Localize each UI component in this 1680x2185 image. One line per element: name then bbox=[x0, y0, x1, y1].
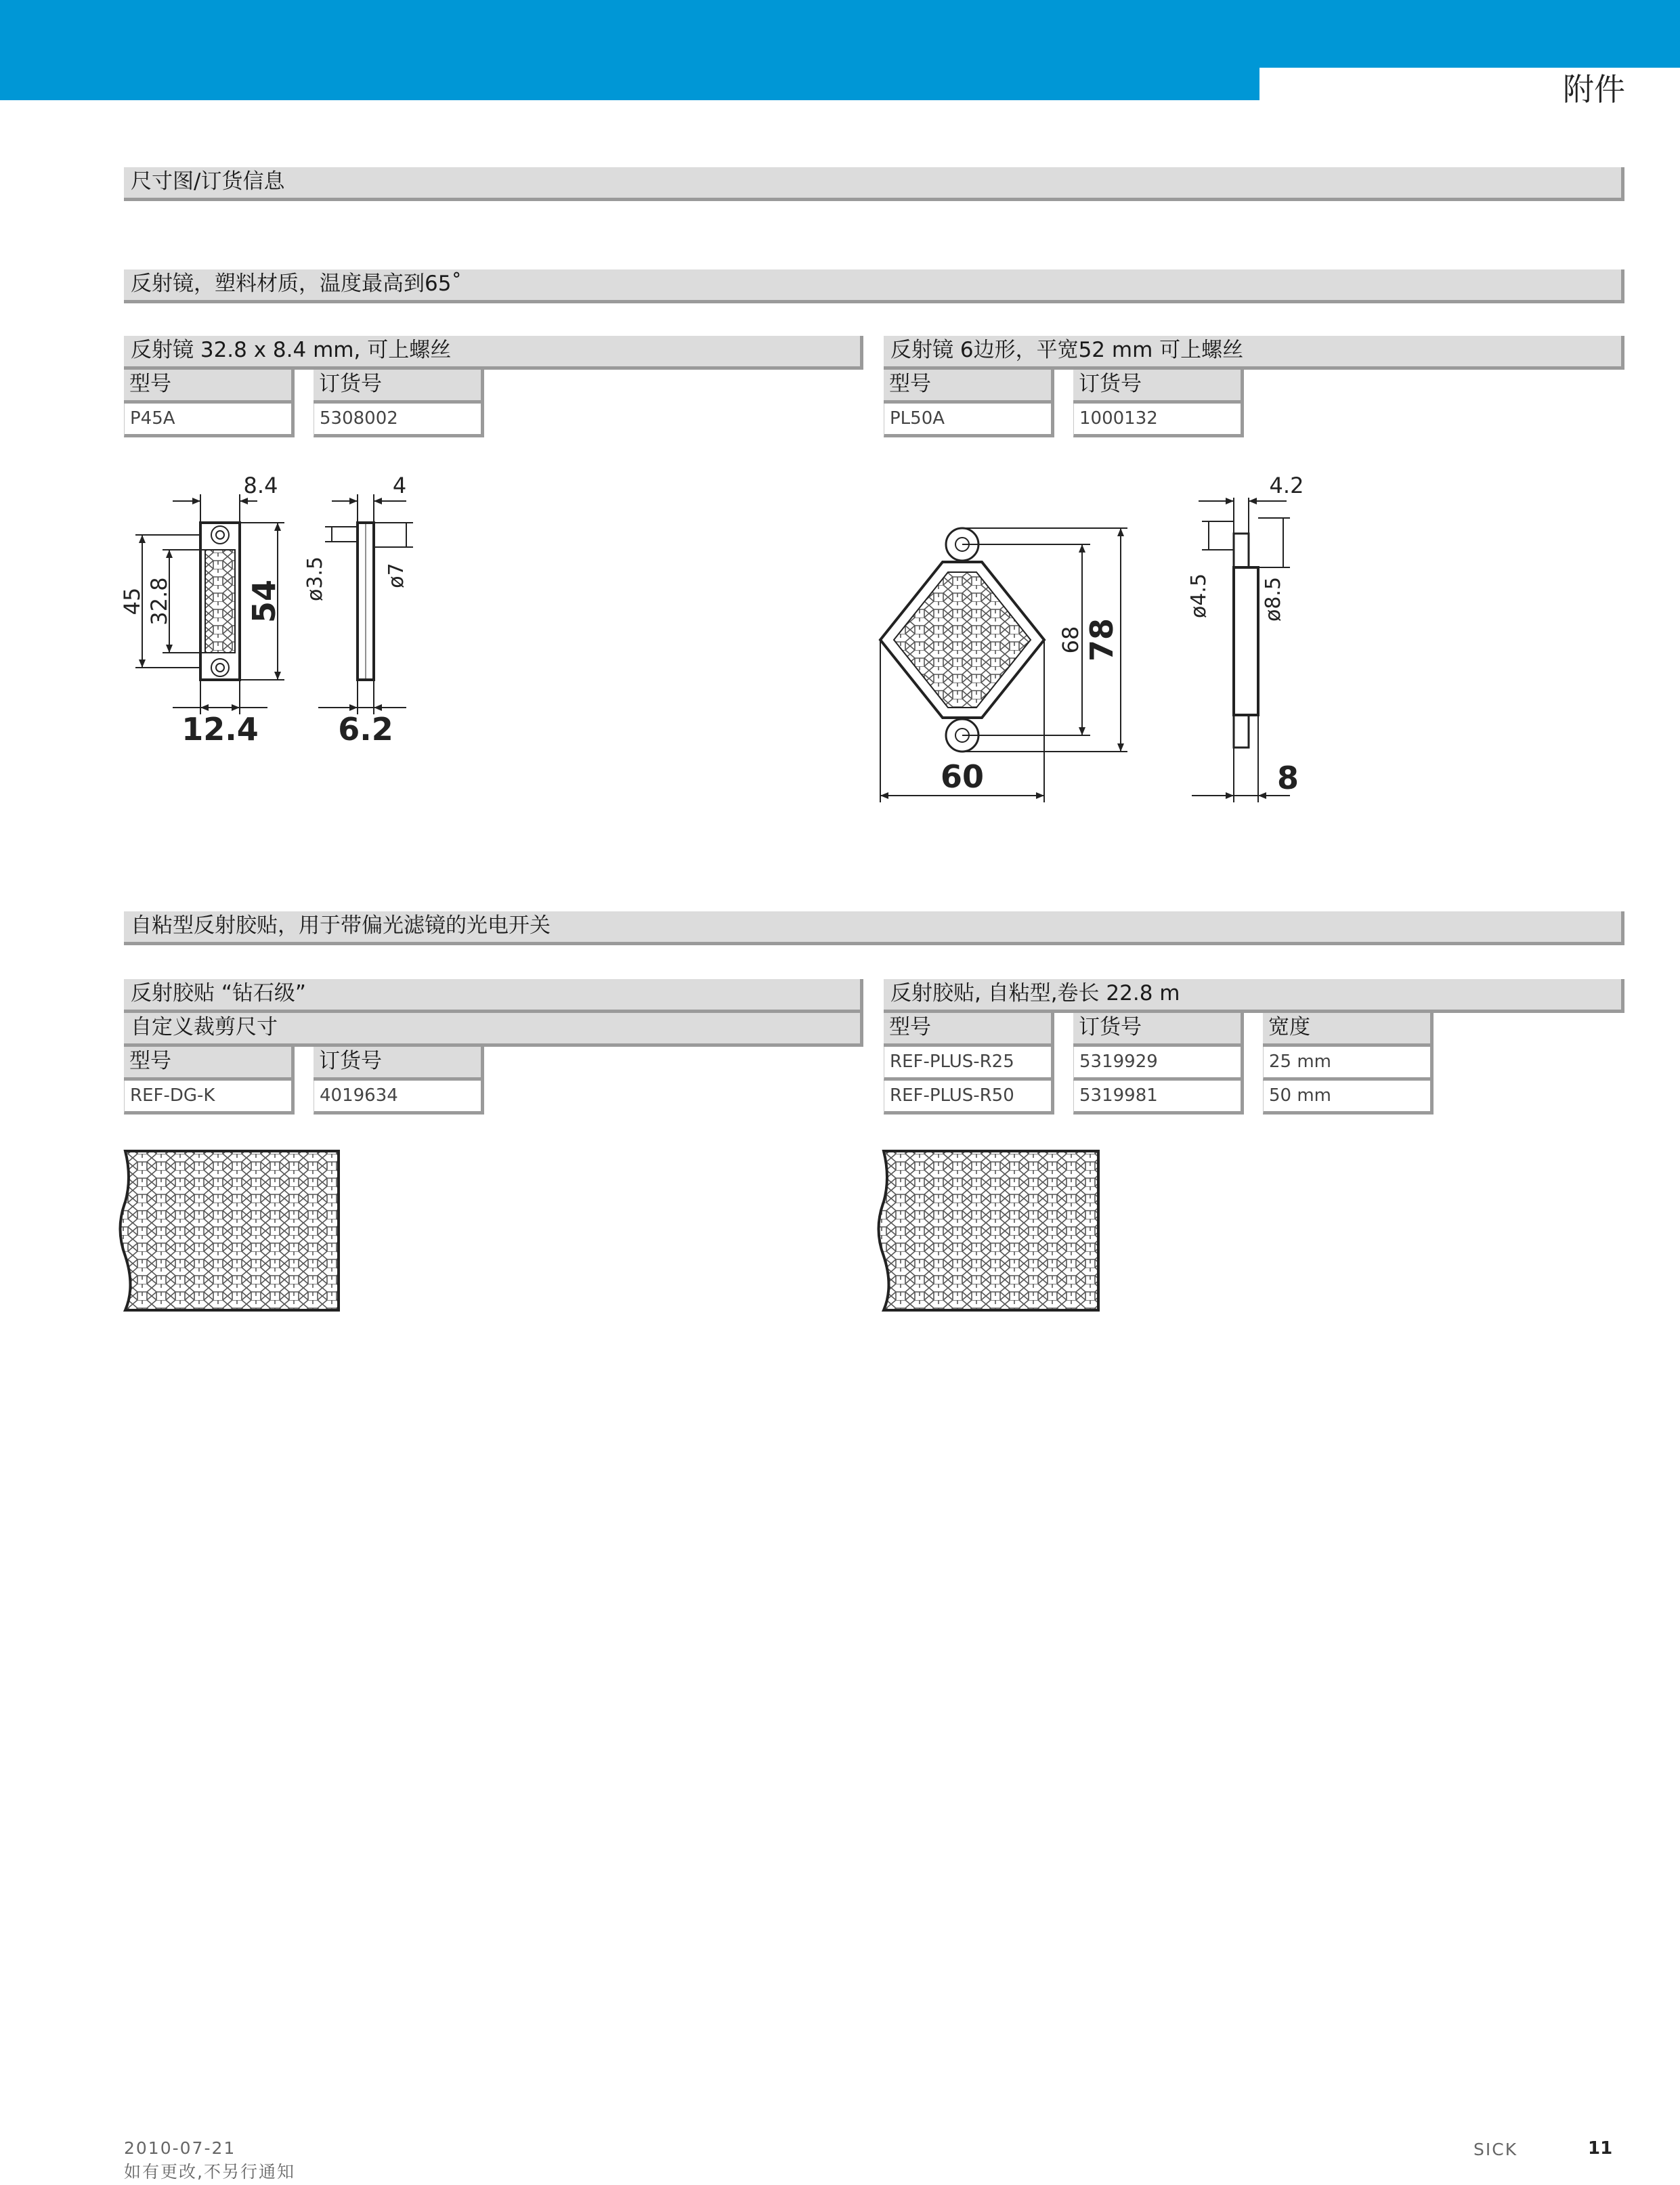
pl50a-front-view bbox=[880, 528, 1127, 802]
footer-brand: SICK bbox=[1473, 2140, 1518, 2159]
p45a-dim-width: 12.4 bbox=[181, 711, 259, 748]
section-reflectors: 反射镜，塑料材质，温度最高到65˚ bbox=[124, 269, 1624, 303]
p45a-col-order: 订货号 bbox=[314, 370, 484, 404]
pl50a-dim-hole-small: ø4.5 bbox=[1187, 573, 1211, 619]
p45a-dim-hole-small: ø3.5 bbox=[303, 556, 327, 602]
pl50a-dim-hole-pitch: 68 bbox=[1058, 626, 1083, 654]
footer-date: 2010-07-21 bbox=[124, 2138, 236, 2158]
pl50a-type: PL50A bbox=[884, 404, 1054, 437]
p45a-heading: 反射镜 32.8 x 8.4 mm, 可上螺丝 bbox=[124, 336, 863, 370]
tape-roll-heading: 反射胶贴, 自粘型,卷长 22.8 m bbox=[884, 979, 1624, 1013]
p45a-dim-side-width: 4 bbox=[392, 473, 407, 498]
section-dimensions-order: 尺寸图/订货信息 bbox=[124, 167, 1624, 201]
pl50a-col-order: 订货号 bbox=[1073, 370, 1244, 404]
table-row-width: 25 mm bbox=[1263, 1047, 1434, 1081]
pl50a-heading: 反射镜 6边形，平宽52 mm 可上螺丝 bbox=[884, 336, 1624, 370]
p45a-dim-depth: 6.2 bbox=[338, 711, 393, 748]
p45a-dim-height: 54 bbox=[246, 579, 282, 624]
tape-roll-col-width: 宽度 bbox=[1263, 1013, 1434, 1047]
section-tapes: 自粘型反射胶贴，用于带偏光滤镜的光电开关 bbox=[124, 911, 1624, 945]
tape-diamond-subheading: 自定义裁剪尺寸 bbox=[124, 1013, 863, 1047]
p45a-side-view bbox=[318, 494, 413, 714]
table-row-order-no: 5319981 bbox=[1073, 1081, 1244, 1115]
p45a-dim-hole-large: ø7 bbox=[385, 563, 408, 588]
pl50a-dim-height: 78 bbox=[1083, 618, 1120, 662]
table-row-order-no: 5319929 bbox=[1073, 1047, 1244, 1081]
pl50a-col-type: 型号 bbox=[884, 370, 1054, 404]
tape-swatch-roll bbox=[879, 1151, 1099, 1310]
tape-roll-col-order: 订货号 bbox=[1073, 1013, 1244, 1047]
p45a-dim-top-width: 8.4 bbox=[243, 473, 278, 498]
pl50a-dim-width: 60 bbox=[940, 758, 985, 795]
tape-diamond-order-no: 4019634 bbox=[314, 1081, 484, 1115]
table-row-type: REF-PLUS-R25 bbox=[884, 1047, 1054, 1081]
pl50a-dim-depth: 8 bbox=[1276, 760, 1299, 796]
page-title: 附件 bbox=[1563, 71, 1625, 108]
pl50a-side-view bbox=[1192, 498, 1290, 802]
p45a-order-no: 5308002 bbox=[314, 404, 484, 437]
table-row-width: 50 mm bbox=[1263, 1081, 1434, 1115]
pl50a-order-no: 1000132 bbox=[1073, 404, 1244, 437]
pl50a-dim-side-top: 4.2 bbox=[1269, 473, 1304, 498]
footer-note: 如有更改,不另行通知 bbox=[124, 2162, 295, 2182]
page-number: 11 bbox=[1588, 2138, 1613, 2159]
p45a-dim-inner-height: 32.8 bbox=[146, 577, 172, 626]
tape-diamond-col-type: 型号 bbox=[124, 1047, 295, 1081]
table-row-type: REF-PLUS-R50 bbox=[884, 1081, 1054, 1115]
pl50a-dim-hole-large: ø8.5 bbox=[1262, 576, 1285, 622]
tape-swatch-diamond bbox=[121, 1151, 339, 1310]
p45a-type: P45A bbox=[124, 404, 295, 437]
tape-diamond-type: REF-DG-K bbox=[124, 1081, 295, 1115]
tape-roll-col-type: 型号 bbox=[884, 1013, 1054, 1047]
tape-diamond-col-order: 订货号 bbox=[314, 1047, 484, 1081]
p45a-dim-hole-pitch: 45 bbox=[119, 587, 145, 615]
p45a-col-type: 型号 bbox=[124, 370, 295, 404]
tape-diamond-heading: 反射胶贴 “钻石级” bbox=[124, 979, 863, 1013]
